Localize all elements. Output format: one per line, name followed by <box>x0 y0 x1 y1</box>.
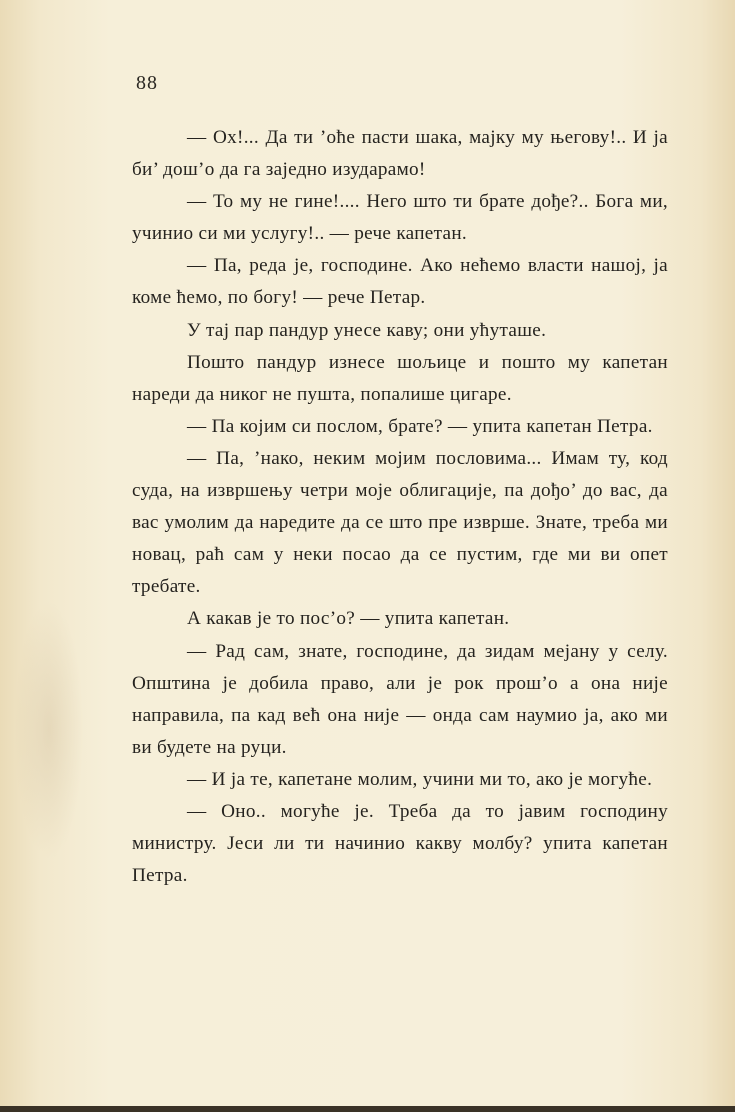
paragraph: А какав је то пос’о? — упита капетан. <box>187 608 510 630</box>
body-text <box>132 122 668 892</box>
paragraph: — Оно.. могуће је. Треба да то јавим господину министру. Јеси ли ти начинио какву молбу? упита капетан Петра. <box>132 800 668 887</box>
paragraph: — То му не гине!.... Него што ти брате дође?.. Бога ми, учинио си ми услугу!.. — рече капетан. <box>132 191 668 245</box>
paragraph: — Па, реда је, господине. Ако нећемо власти нашој, ја коме ћемо, по богу! — рече Петар. <box>132 255 668 309</box>
paragraph: У тај пар пандур унесе каву; они ућуташе. <box>187 319 547 341</box>
paragraph: Пошто пандур изнесе шољице и пошто му капетан нареди да никог не пушта, попалише цигаре. <box>132 351 668 405</box>
page-number: 88 <box>136 72 158 94</box>
paragraph: — Па, ’нако, неким мојим пословима... Имам ту, код суда, на извршењу четри моје облигације, па дођо’ до вас, да вас умолим да наредите да се што пре изврше. Знате, треба ми новац, раћ сам у неки посао да се пустим, где ми ви опет требате. <box>132 447 668 598</box>
paper-stain <box>14 600 84 860</box>
paragraph: — Ох!... Да ти ’оће пасти шака, мајку му његову!.. И ја би’ дош’о да га заједно изударамо! <box>132 127 668 181</box>
paragraph: — Рад сам, знате, господине, да зидам мејану у селу. Општина је добила право, али је рок прош’о а она није направила, па кад већ она није — онда сам наумио ја, ако ми ви будете на руци. <box>132 640 668 758</box>
paragraph: — Па којим си послом, брате? — упита капетан Петра. <box>187 415 653 437</box>
page-bottom-edge <box>0 1106 735 1112</box>
paragraph: — И ја те, капетане молим, учини ми то, ако је могуће. <box>187 768 653 790</box>
